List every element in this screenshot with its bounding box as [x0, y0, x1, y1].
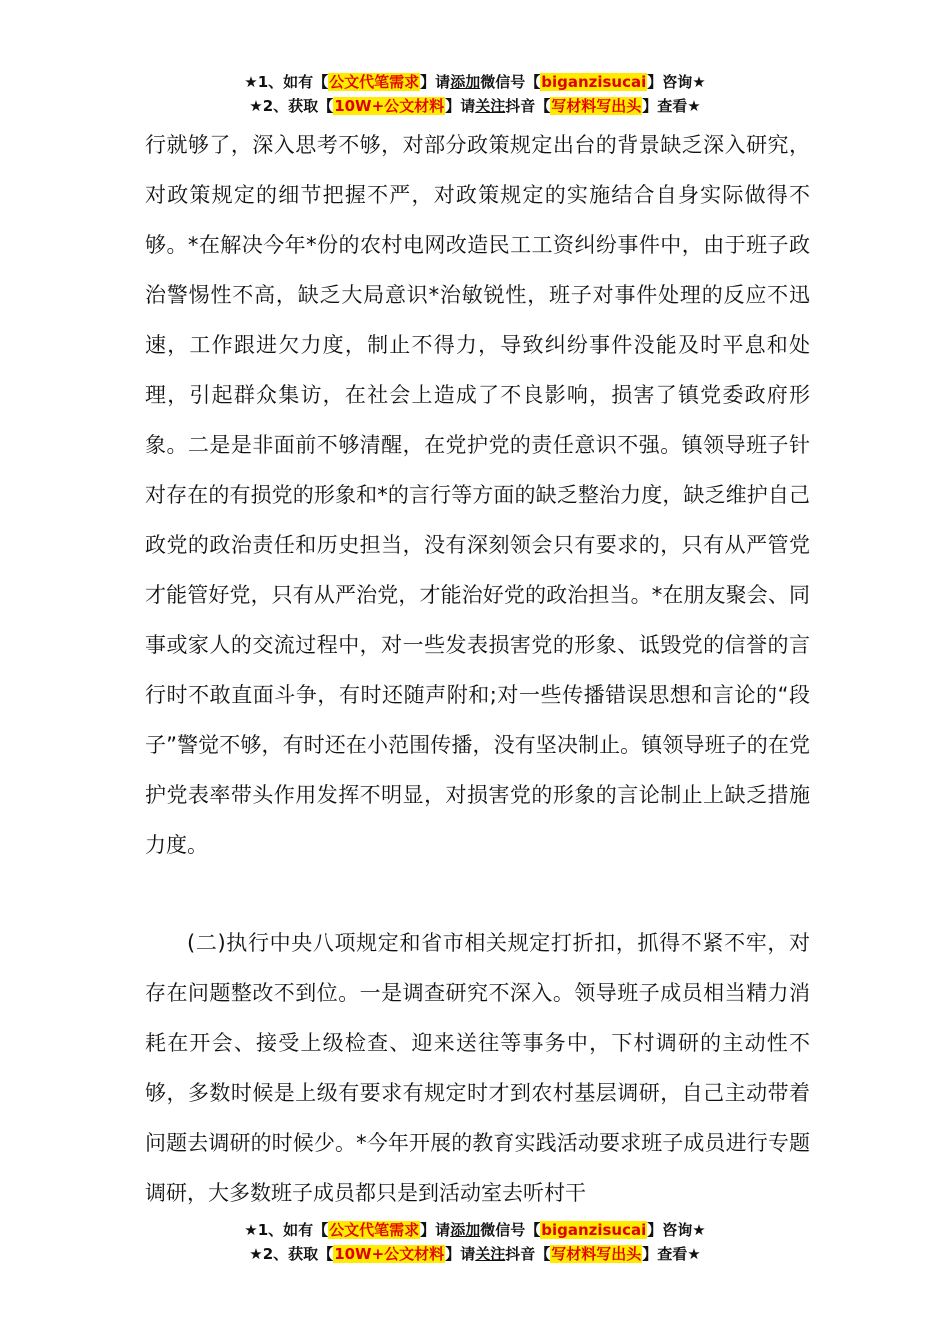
footer-banner: [0, 1218, 950, 1266]
banner-text: 】请: [420, 1221, 451, 1239]
banner-wechat-id: biganzisucai: [541, 1221, 647, 1239]
banner-text: 】咨询★: [647, 73, 706, 91]
banner-text: 】请: [420, 73, 451, 91]
paragraph-1: 行就够了，深入思考不够，对部分政策规定出台的背景缺乏深入研究，对政策规定的细节把握不严，对政策规定的实施结合自身实际做得不够。*在解决今年*份的农村电网改造民工工资纠纷事件中，由于班子政治警惕性不高，缺乏大局意识*治敏锐性，班子对事件处理的反应不迅速，工作跟进欠力度，制止不得力，导致纠纷事件没能及时平息和处理，引起群众集访，在社会上造成了不良影响，损害了镇党委政府形象。二是是非面前不够清醒，在党护党的责任意识不强。镇领导班子针对存在的有损党的形象和*的言行等方面的缺乏整治力度，缺乏维护自己政党的政治责任和历史担当，没有深刻领会只有要求的，只有从严管党才能管好党，只有从严治党，才能治好党的政治担当。*在朋友聚会、同事或家人的交流过程中，对一些发表损害党的形象、诋毁党的信誉的言行时不敢直面斗争，有时还随声附和;对一些传播错误思想和言论的“段子”警觉不够，有时还在小范围传播，没有坚决制止。镇领导班子的在党护党表率带头作用发挥不明显，对损害党的形象的言论制止上缺乏措施力度。: [145, 133, 810, 857]
banner-highlight: 10W+公文材料: [334, 1245, 445, 1263]
banner-underline: 添加: [450, 1221, 481, 1239]
banner-underline: 关注: [475, 1245, 506, 1263]
banner-text: ★2、获取【: [249, 97, 334, 115]
banner-line-1: [0, 70, 950, 94]
banner-text: 抖音【: [505, 97, 551, 115]
banner-text: 】咨询★: [647, 1221, 706, 1239]
header-banner: [0, 70, 950, 118]
banner-underline: 添加: [450, 73, 481, 91]
banner-highlight: 公文代笔需求: [329, 73, 420, 91]
banner-text: 】请: [445, 97, 476, 115]
paragraph-2: (二)执行中央八项规定和省市相关规定打折扣，抓得不紧不牢，对存在问题整改不到位。一是调查研究不深入。领导班子成员相当精力消耗在开会、接受上级检查、迎来送往等事务中，下村调研的主动性不够，多数时候是上级有要求有规定时才到农村基层调研，自己主动带着问题去调研的时候少。*今年开展的教育实践活动要求班子成员进行专题调研，大多数班子成员都只是到活动室去听村干: [145, 931, 810, 1205]
banner-text: 抖音【: [505, 1245, 551, 1263]
document-body: [145, 120, 810, 1218]
banner-douyin-id: 写材料写出头: [551, 97, 642, 115]
banner-text: 】查看★: [642, 97, 701, 115]
paragraph-gap: [145, 870, 810, 918]
banner-wechat-id: biganzisucai: [541, 73, 647, 91]
banner-underline: 关注: [475, 97, 506, 115]
banner-text: ★1、如有【: [244, 1221, 329, 1239]
banner-text: ★1、如有【: [244, 73, 329, 91]
banner-highlight: 公文代笔需求: [329, 1221, 420, 1239]
banner-text: 】请: [445, 1245, 476, 1263]
banner-text: 微信号【: [480, 1221, 541, 1239]
banner-douyin-id: 写材料写出头: [551, 1245, 642, 1263]
banner-line-2: [0, 1242, 950, 1266]
banner-highlight: 10W+公文材料: [334, 97, 445, 115]
banner-line-2: [0, 94, 950, 118]
banner-text: ★2、获取【: [249, 1245, 334, 1263]
banner-line-1: [0, 1218, 950, 1242]
banner-text: 】查看★: [642, 1245, 701, 1263]
banner-text: 微信号【: [480, 73, 541, 91]
